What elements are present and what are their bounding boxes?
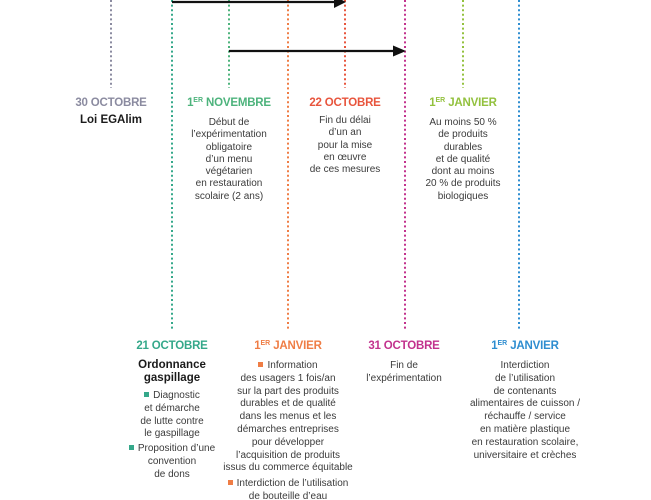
event-22-octobre xyxy=(285,96,405,176)
description-line: dans les menus et les xyxy=(239,411,337,423)
description-line: de dons xyxy=(154,468,190,480)
date-day: 22 xyxy=(309,97,322,109)
event-1er-janvier-produits xyxy=(403,96,523,203)
description-line: de ces mesures xyxy=(309,164,381,176)
date-ordinal: ER xyxy=(497,340,508,347)
description-line: convention xyxy=(147,455,197,467)
description-line: Fin de xyxy=(390,360,418,371)
description-line: 20 % de produits xyxy=(425,178,501,190)
event-date xyxy=(450,339,600,355)
date-month: OCTOBRE xyxy=(151,340,208,352)
description-line: en œuvre xyxy=(323,151,367,163)
date-month: NOVEMBRE xyxy=(206,97,271,109)
bullet-square-icon xyxy=(258,362,263,367)
event-date xyxy=(51,96,171,110)
date-ordinal: ER xyxy=(435,97,446,104)
description-line xyxy=(208,478,368,491)
event-1er-novembre xyxy=(169,96,289,203)
description-line: Au moins 50 % xyxy=(429,117,497,128)
description-line: obligatoire xyxy=(205,141,253,153)
description-line: des usagers 1 fois/an xyxy=(240,372,336,384)
description-line: réchauffe / service xyxy=(484,411,566,423)
date-month: JANVIER xyxy=(510,340,559,352)
description-line: d’un an xyxy=(328,127,362,139)
event-1er-janvier-plastique xyxy=(450,339,600,462)
event-description xyxy=(169,117,289,203)
event-date xyxy=(349,339,459,353)
bullet-text: Proposition d’une xyxy=(137,443,216,455)
description-line: en matière plastique xyxy=(479,423,571,435)
description-line: de l’utilisation xyxy=(494,372,556,384)
bullet-item xyxy=(208,478,368,500)
description-line: l’expérimentation xyxy=(366,372,442,384)
event-description xyxy=(403,117,523,203)
description-line: sur la part des produits xyxy=(237,385,339,397)
bullet-list xyxy=(208,360,368,500)
description-line: dont au moins xyxy=(431,166,495,178)
description-line: l’expérimentation xyxy=(191,129,267,141)
period-arrow-1 xyxy=(172,0,346,8)
event-date xyxy=(403,96,523,112)
bullet-text: Information xyxy=(267,360,318,371)
description-line: Début de xyxy=(208,117,250,128)
description-line: de lutte contre xyxy=(140,415,204,427)
date-day: 21 xyxy=(136,340,149,352)
date-ordinal: ER xyxy=(260,340,271,347)
event-31-octobre xyxy=(349,339,459,386)
description-line: l’acquisition de produits xyxy=(236,449,340,461)
date-day: 1 xyxy=(491,340,498,352)
date-day: 30 xyxy=(75,97,88,109)
description-line: biologiques xyxy=(437,190,489,202)
description-line: alimentaires de cuisson / xyxy=(469,398,581,410)
event-30-octobre xyxy=(51,96,171,127)
date-month: OCTOBRE xyxy=(90,97,147,109)
description-line: issus du commerce équitable xyxy=(223,462,353,474)
description-line: de produits xyxy=(438,129,488,141)
description-line: durables xyxy=(443,141,483,153)
title-line: gaspillage xyxy=(143,372,201,384)
event-description xyxy=(349,360,459,386)
description-line: démarches entreprises xyxy=(237,423,339,435)
description-line: de contenants xyxy=(493,385,557,397)
description-line: en restauration scolaire, xyxy=(471,436,579,448)
description-line: végétarien xyxy=(205,166,253,178)
description-line: en restauration xyxy=(195,178,263,190)
event-1er-janvier-information xyxy=(208,339,368,500)
description-line: et démarche xyxy=(144,402,200,414)
description-line: et de qualité xyxy=(435,153,491,165)
description-line: de bouteille d’eau xyxy=(248,490,328,500)
description-line: pour la mise xyxy=(317,139,373,151)
date-month: JANVIER xyxy=(273,340,322,352)
description-line: universitaire et crèches xyxy=(473,449,577,461)
date-day: 1 xyxy=(254,340,261,352)
date-month: JANVIER xyxy=(448,97,497,109)
event-date xyxy=(285,96,405,110)
event-date xyxy=(169,96,289,112)
description-line: pour développer xyxy=(251,436,325,448)
bullet-text: Interdiction de l’utilisation xyxy=(236,478,349,490)
description-line: d’un menu xyxy=(205,153,253,165)
bullet-text: Diagnostic xyxy=(153,390,200,401)
bullet-square-icon xyxy=(144,392,149,397)
description-line: Interdiction xyxy=(500,360,550,371)
date-ordinal: ER xyxy=(193,97,204,104)
date-month: OCTOBRE xyxy=(324,97,381,109)
event-description xyxy=(450,360,600,462)
event-date xyxy=(208,339,368,355)
date-day: 1 xyxy=(187,97,194,109)
bullet-item xyxy=(208,360,368,475)
date-day: 1 xyxy=(429,97,436,109)
description-line xyxy=(208,360,368,373)
arrow-right-icon xyxy=(334,0,346,8)
bullet-square-icon xyxy=(228,480,233,485)
title-line: Ordonnance xyxy=(138,359,206,371)
event-description xyxy=(285,115,405,176)
description-line: le gaspillage xyxy=(144,428,200,440)
date-day: 31 xyxy=(368,340,381,352)
period-arrow-2 xyxy=(229,46,406,57)
event-title: Loi EGAlim xyxy=(80,114,142,126)
description-line: Fin du délai xyxy=(319,115,371,126)
description-line: durables et de qualité xyxy=(240,398,336,410)
description-line: scolaire (2 ans) xyxy=(194,190,264,202)
bullet-square-icon xyxy=(129,445,134,450)
date-month: OCTOBRE xyxy=(383,340,440,352)
